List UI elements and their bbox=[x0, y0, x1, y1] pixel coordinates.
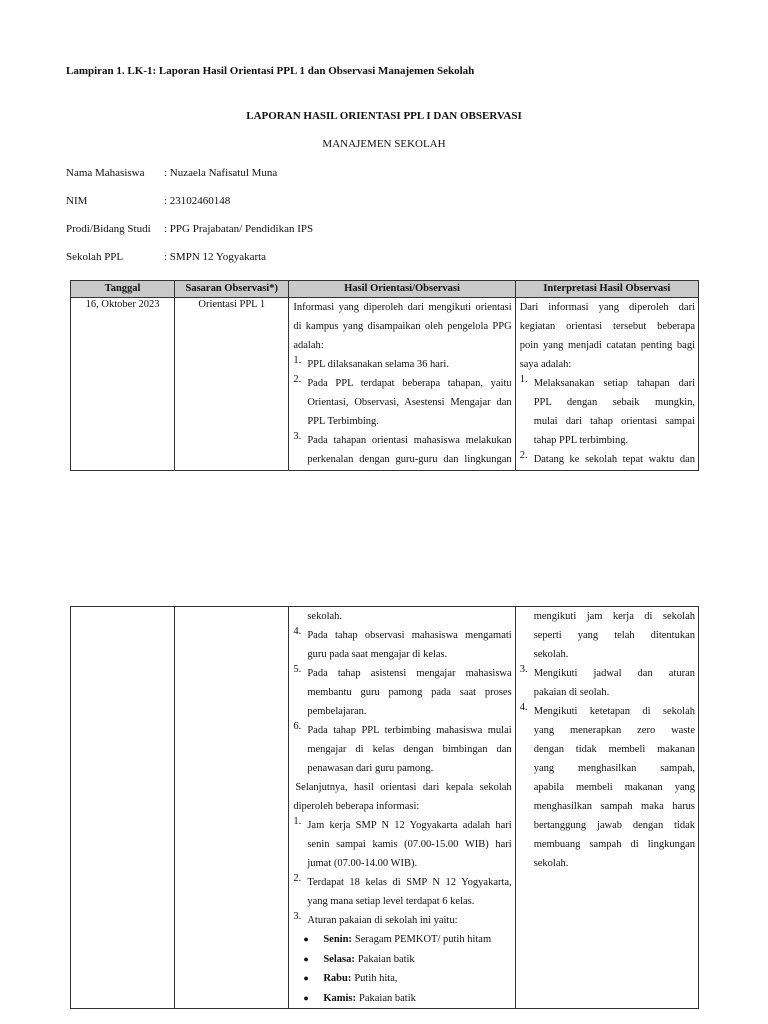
list-item bbox=[520, 607, 695, 664]
text-line: Pada tahap PPL terbimbing mahasiswa mulai bbox=[307, 725, 512, 736]
text-line: sekolah. bbox=[533, 649, 569, 660]
table-header-row bbox=[71, 281, 699, 298]
text-line: adalah: bbox=[293, 340, 324, 351]
text-line: Terdapat 18 kelas di SMP N 12 Yogyakarta, bbox=[307, 877, 512, 888]
text-line: kegiatan orientasi tersebut beberapa bbox=[519, 321, 695, 332]
header-target: Sasaran Observasi*) bbox=[175, 281, 289, 298]
text-line: membuang sampah di lingkungan bbox=[533, 839, 695, 850]
info-value: : 23102460148 bbox=[164, 195, 231, 207]
text-line: dengan tidak membeli makanan bbox=[533, 744, 695, 755]
result-cell bbox=[289, 298, 515, 471]
info-label: NIM bbox=[66, 195, 88, 207]
text-line: mengikuti jam kerja di sekolah bbox=[533, 611, 695, 622]
text-line: guru pada saat mengajar di kelas. bbox=[307, 649, 448, 660]
text-line: PPL dengan sebaik mungkin, bbox=[533, 397, 695, 408]
text-line: yang menerapkan zero waste bbox=[533, 725, 695, 736]
text-line: mulai dari tahap orientasi sampai bbox=[533, 416, 695, 427]
dress-code-item bbox=[293, 950, 511, 970]
dress-code-item bbox=[293, 930, 511, 950]
observation-table-page1 bbox=[70, 280, 699, 471]
text-line: senin sampai kamis (07.00-15.00 WIB) hari bbox=[307, 839, 512, 850]
target-cell-empty bbox=[175, 607, 289, 1009]
list-item bbox=[293, 374, 511, 431]
text-line: sekolah. bbox=[533, 858, 569, 869]
text-line: membantu guru pamong pada saat proses bbox=[307, 687, 512, 698]
list-number: 2. bbox=[293, 873, 302, 884]
document-label: Lampiran 1. LK-1: Laporan Hasil Orientasi PPL 1 dan Observasi Manajemen Sekolah bbox=[66, 65, 475, 77]
bullet-icon: ● bbox=[303, 953, 309, 964]
text-line: Selanjutnya, hasil orientasi dari kepala sekolah bbox=[295, 782, 512, 793]
day-label: Senin: bbox=[323, 934, 352, 945]
text-line: Pada tahapan orientasi mahasiswa melakukan bbox=[307, 435, 512, 446]
list-number: 3. bbox=[519, 664, 528, 675]
list-number: 2. bbox=[519, 450, 528, 461]
interpretation-cell bbox=[515, 298, 698, 471]
text-line: saya adalah: bbox=[519, 359, 572, 370]
dress-text: Pakaian batik bbox=[357, 953, 415, 965]
text-line: bertanggung jawab dengan tidak bbox=[533, 820, 695, 831]
dress-text: Seragam PEMKOT/ putih hitam bbox=[354, 934, 492, 945]
list-item bbox=[293, 355, 511, 374]
text-line: menghasilkan sampah maka harus bbox=[533, 801, 695, 812]
text-line: Pada tahap observasi mahasiswa mengamati bbox=[307, 630, 512, 641]
list-item bbox=[293, 816, 511, 873]
result-cell bbox=[289, 607, 515, 1009]
text-line: yang mana setiap level terdapat 6 kelas. bbox=[307, 896, 475, 907]
header-result: Hasil Orientasi/Observasi bbox=[289, 281, 515, 298]
text-line: PPL Terbimbing. bbox=[307, 416, 379, 427]
text-line: sekolah. bbox=[307, 611, 343, 622]
list-item bbox=[520, 450, 695, 469]
list-item bbox=[293, 721, 511, 778]
list-number: 2. bbox=[293, 374, 302, 385]
info-value: : PPG Prajabatan/ Pendidikan IPS bbox=[164, 223, 314, 235]
date-cell: 16, Oktober 2023 bbox=[71, 298, 175, 471]
list-item bbox=[520, 664, 695, 702]
text-line: Pada tahap asistensi mengajar mahasiswa bbox=[307, 668, 512, 679]
day-label: Selasa: bbox=[323, 953, 355, 965]
text-line: jumat (07.00-14.00 WIB). bbox=[307, 858, 418, 869]
text-line: Jam kerja SMP N 12 Yogyakarta adalah hari bbox=[307, 820, 512, 831]
list-number: 3. bbox=[293, 911, 302, 922]
list-item bbox=[293, 626, 511, 664]
text-line: di kampus yang disampaikan oleh pengelola PPG bbox=[293, 321, 512, 332]
list-number: 1. bbox=[519, 374, 528, 385]
list-item bbox=[293, 431, 511, 469]
date-cell-empty bbox=[71, 607, 175, 1009]
dress-text: Putih hita, bbox=[354, 973, 398, 984]
text-line: Pada PPL terdapat beberapa tahapan, yaitu bbox=[307, 378, 512, 389]
list-number: 5. bbox=[293, 664, 302, 675]
text-line: Melaksanakan setiap tahapan dari bbox=[533, 378, 695, 389]
target-cell: Orientasi PPL 1 bbox=[175, 298, 289, 471]
bullet-icon: ● bbox=[303, 992, 309, 1003]
text-line: PPL dilaksanakan selama 36 hari. bbox=[307, 359, 449, 370]
list-item bbox=[520, 374, 695, 450]
text-line: mengajar di kelas dengan bimbingan dan bbox=[307, 744, 512, 755]
text-line: poin yang menjadi catatan penting bagi bbox=[519, 340, 695, 351]
info-row-name bbox=[66, 167, 277, 179]
info-label: Prodi/Bidang Studi bbox=[66, 223, 151, 235]
list-item bbox=[293, 911, 511, 930]
list-item bbox=[293, 607, 511, 626]
interpretation-cell bbox=[515, 607, 698, 1009]
text-line: Dari informasi yang diperoleh dari bbox=[519, 302, 695, 313]
text-line: pembelajaran. bbox=[307, 706, 367, 717]
info-value: : SMPN 12 Yogyakarta bbox=[164, 251, 267, 263]
text-line: apabila membeli makanan yang bbox=[533, 782, 695, 793]
header-interpretation: Interpretasi Hasil Observasi bbox=[515, 281, 698, 298]
day-label: Rabu: bbox=[323, 973, 352, 984]
text-line: Mengikuti jadwal dan aturan bbox=[533, 668, 695, 679]
text-line: tahap PPL terbimbing. bbox=[533, 435, 629, 446]
list-number: 3. bbox=[293, 431, 302, 442]
text-line: Aturan pakaian di sekolah ini yaitu: bbox=[307, 915, 458, 926]
report-title: LAPORAN HASIL ORIENTASI PPL I DAN OBSERVASI bbox=[246, 110, 522, 122]
list-number: 4. bbox=[519, 702, 528, 713]
text-line: Informasi yang diperoleh dari mengikuti orientasi bbox=[293, 302, 512, 313]
text-line: perkenalan dengan guru-guru dan lingkungan bbox=[307, 454, 512, 465]
info-label: Sekolah PPL bbox=[66, 251, 124, 263]
list-number: 6. bbox=[293, 721, 302, 732]
text-line: diperoleh beberapa informasi: bbox=[293, 801, 420, 812]
dress-text: Pakaian batik bbox=[359, 992, 416, 1004]
dress-code-item bbox=[293, 969, 511, 989]
text-line: pakaian di seolah. bbox=[533, 687, 610, 698]
list-number: 4. bbox=[293, 626, 302, 637]
table-row bbox=[71, 607, 699, 1009]
info-label: Nama Mahasiswa bbox=[66, 167, 145, 179]
list-item bbox=[293, 664, 511, 721]
observation-table-page2 bbox=[70, 606, 699, 1009]
report-subtitle: MANAJEMEN SEKOLAH bbox=[322, 138, 446, 150]
text-line: Orientasi, Observasi, Asestensi Mengajar dan bbox=[307, 397, 512, 408]
dress-code-item bbox=[293, 989, 511, 1009]
list-number: 1. bbox=[293, 355, 302, 366]
table-row bbox=[71, 298, 699, 471]
text-line: yang menghasilkan sampah, bbox=[533, 763, 695, 774]
info-row-prodi bbox=[66, 223, 313, 235]
info-row-nim bbox=[66, 195, 230, 207]
header-date: Tanggal bbox=[71, 281, 175, 298]
day-label: Kamis: bbox=[323, 992, 356, 1004]
text-line: seperti yang telah ditentukan bbox=[533, 630, 695, 641]
bullet-icon: ● bbox=[303, 973, 309, 983]
text-line: Mengikuti ketetapan di sekolah bbox=[533, 706, 695, 717]
text-line: Datang ke sekolah tepat waktu dan bbox=[533, 454, 695, 465]
list-number: 1. bbox=[293, 816, 302, 827]
list-item bbox=[520, 702, 695, 873]
bullet-icon: ● bbox=[303, 934, 309, 944]
info-row-school bbox=[66, 251, 266, 263]
info-value: : Nuzaela Nafisatul Muna bbox=[164, 167, 278, 179]
text-line: penawasan dari guru pamong. bbox=[307, 763, 434, 774]
list-item bbox=[293, 873, 511, 911]
